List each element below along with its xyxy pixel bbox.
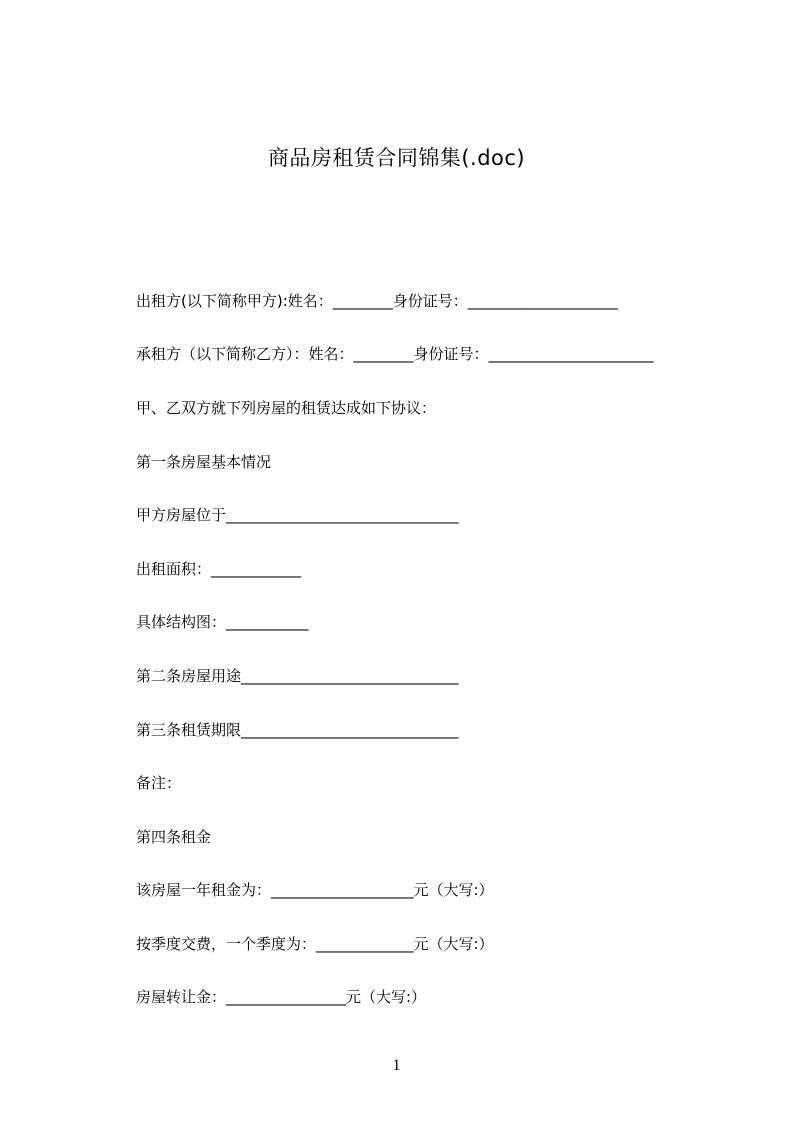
house-location-line: 甲方房屋位于_______________________________ bbox=[136, 506, 459, 524]
lessee-info-line: 承租方（以下简称乙方）：姓名：________身份证号：______________________ bbox=[136, 345, 654, 363]
article-two-line: 第二条房屋用途_____________________________ bbox=[136, 667, 459, 685]
remarks-line: 备注： bbox=[136, 774, 182, 792]
article-four-heading: 第四条租金 bbox=[136, 828, 212, 846]
annual-rent-line: 该房屋一年租金为：___________________元（大写:） bbox=[136, 881, 494, 899]
rental-area-line: 出租面积：____________ bbox=[136, 560, 302, 578]
document-title: 商品房租赁合同锦集(.doc) bbox=[267, 146, 526, 170]
lessor-info-line: 出租方(以下简称甲方):姓名：________身份证号：____________________ bbox=[136, 292, 618, 310]
article-one-heading: 第一条房屋基本情况 bbox=[136, 453, 272, 471]
article-three-line: 第三条租赁期限_____________________________ bbox=[136, 721, 459, 739]
transfer-fee-line: 房屋转让金：________________元（大写:） bbox=[136, 988, 427, 1006]
quarterly-rent-line: 按季度交费，一个季度为：_____________元（大写:） bbox=[136, 935, 494, 953]
agreement-intro-line: 甲、乙双方就下列房屋的租赁达成如下协议： bbox=[136, 399, 437, 417]
page-number: 1 bbox=[392, 1057, 401, 1074]
structure-diagram-line: 具体结构图：___________ bbox=[136, 613, 309, 631]
